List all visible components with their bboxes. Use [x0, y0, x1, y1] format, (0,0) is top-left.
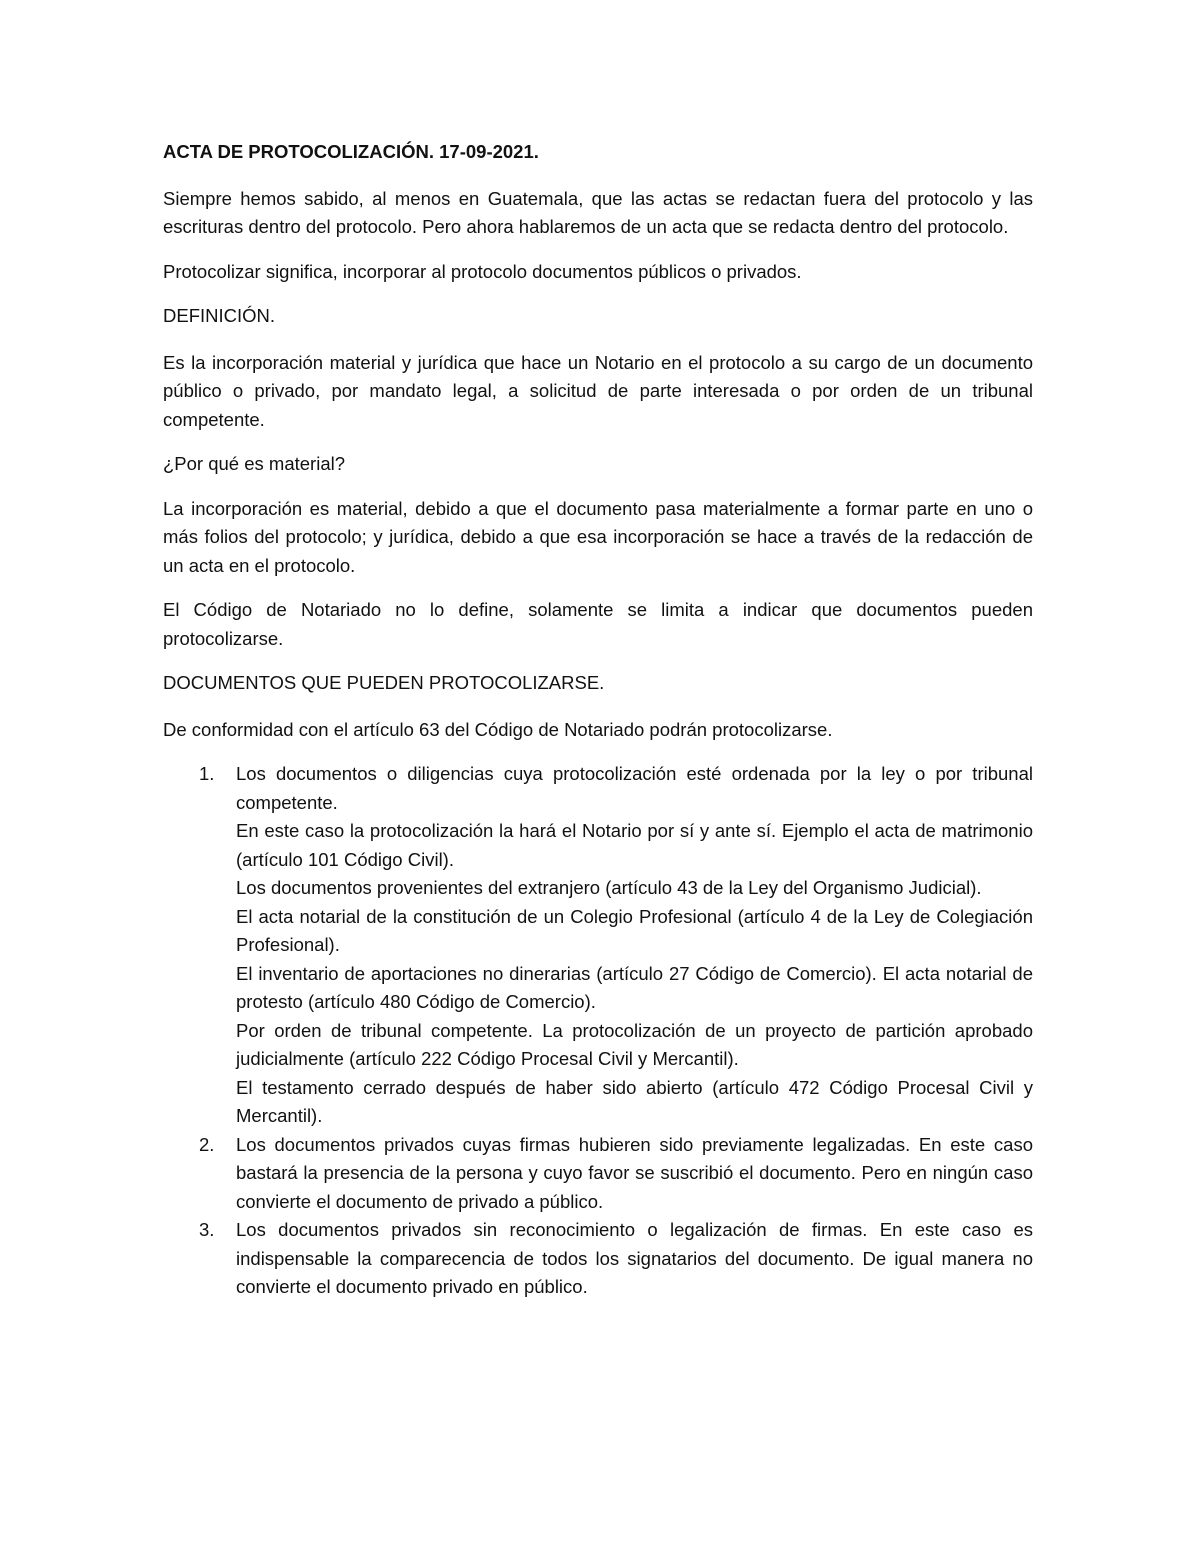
- question-paragraph: ¿Por qué es material?: [163, 453, 346, 474]
- documentos-heading: DOCUMENTOS QUE PUEDEN PROTOCOLIZARSE.: [163, 672, 605, 693]
- material-paragraph: La incorporación es material, debido a que el documento pasa materialmente a formar parte en uno o más folios del protocolo; y jurídica, debido a que esa incorporación se hace a través de la redacción de un acta en el protocolo.: [163, 497, 1033, 576]
- list-item: [163, 1131, 1033, 1217]
- codigo-paragraph: El Código de Notariado no lo define, solamente se limita a indicar que documentos pueden protocolizarse.: [163, 599, 1033, 649]
- list-item-line: Los documentos privados cuyas firmas hubieren sido previamente legalizadas. En este caso bastará la presencia de la persona y cuyo favor se suscribió el documento. Pero en ningún caso convierte el documento de privado a público.: [236, 1133, 1033, 1212]
- list-item-line: Por orden de tribunal competente. La protocolización de un proyecto de partición aprobado judicialmente (artículo 222 Código Procesal Civil y Mercantil).: [236, 1019, 1033, 1069]
- definicion-paragraph: Es la incorporación material y jurídica que hace un Notario en el protocolo a su cargo de un documento público o privado, por mandato legal, a solicitud de parte interesada o por orden de un tribunal competente.: [163, 351, 1033, 430]
- protocolizable-documents-list: [163, 760, 1033, 1302]
- list-item-line: Los documentos o diligencias cuya protocolización esté ordenada por la ley o por tribunal competente.: [236, 763, 1033, 813]
- definicion-heading: DEFINICIÓN.: [163, 305, 276, 326]
- list-item-line: El testamento cerrado después de haber sido abierto (artículo 472 Código Procesal Civil y Mercantil).: [236, 1076, 1033, 1126]
- list-item: [163, 760, 1033, 1131]
- list-item: [163, 1216, 1033, 1302]
- intro-paragraph: Siempre hemos sabido, al menos en Guatemala, que las actas se redactan fuera del protocolo y las escrituras dentro del protocolo. Pero ahora hablaremos de un acta que se redacta dentro del protocolo.: [163, 187, 1033, 237]
- list-item-number: 1.: [199, 763, 215, 784]
- document-title: ACTA DE PROTOCOLIZACIÓN. 17-09-2021.: [163, 141, 539, 162]
- document-page: [163, 138, 1033, 1302]
- list-item-line: En este caso la protocolización la hará el Notario por sí y ante sí. Ejemplo el acta de matrimonio (artículo 101 Código Civil).: [236, 820, 1033, 870]
- list-item-line: El acta notarial de la constitución de un Colegio Profesional (artículo 4 de la Ley de Colegiación Profesional).: [236, 905, 1033, 955]
- list-item-line: Los documentos provenientes del extranjero (artículo 43 de la Ley del Organismo Judicial).: [236, 877, 982, 898]
- list-item-line: El inventario de aportaciones no dinerarias (artículo 27 Código de Comercio). El acta notarial de protesto (artículo 480 Código de Comercio).: [236, 962, 1033, 1012]
- list-item-line: Los documentos privados sin reconocimiento o legalización de firmas. En este caso es indispensable la comparecencia de todos los signatarios del documento. De igual manera no convierte el documento privado en público.: [236, 1219, 1033, 1297]
- list-item-number: 2.: [199, 1133, 215, 1155]
- conformidad-paragraph: De conformidad con el artículo 63 del Código de Notariado podrán protocolizarse.: [163, 718, 833, 740]
- protocolizar-paragraph: Protocolizar significa, incorporar al protocolo documentos públicos o privados.: [163, 260, 802, 282]
- list-item-number: 3.: [199, 1219, 215, 1240]
